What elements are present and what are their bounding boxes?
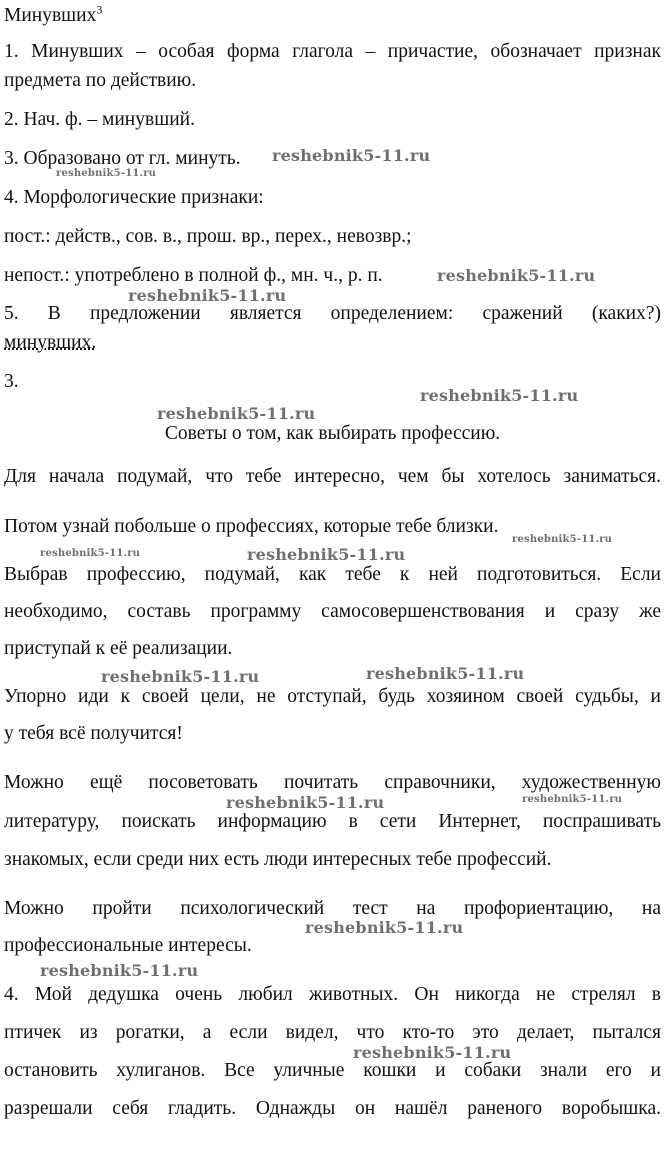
text-line: Можно ещё посоветовать почитать справочники, художественную xyxy=(4,772,661,793)
text-line: остановить хулиганов. Все уличные кошки и собаки знали его и xyxy=(4,1060,661,1081)
text-line: Для начала подумай, что тебе интересно, чем бы хотелось заниматься. xyxy=(4,466,661,487)
text-line: птичек из рогатки, а если видел, что кто-то это делает, пытался xyxy=(4,1022,661,1043)
watermark: reshebnik5-11.ru xyxy=(272,146,431,165)
watermark: reshebnik5-11.ru xyxy=(305,918,464,937)
text-line: необходимо, составь программу самосовершенствования и сразу же xyxy=(4,601,661,622)
watermark: reshebnik5-11.ru xyxy=(522,794,623,805)
heading xyxy=(4,4,661,28)
watermark: reshebnik5-11.ru xyxy=(437,266,596,285)
text-line: 4. Морфологические признаки: xyxy=(4,187,264,208)
watermark: reshebnik5-11.ru xyxy=(366,664,525,683)
section-number: 3. xyxy=(4,371,19,392)
text-line xyxy=(4,331,661,355)
text-line: предмета по действию. xyxy=(4,70,197,91)
watermark: reshebnik5-11.ru xyxy=(512,534,613,545)
watermark: reshebnik5-11.ru xyxy=(40,961,199,980)
text-line: 5. В предложении является определением: сражений (каких?) xyxy=(4,303,661,324)
footnote-mark: 3 xyxy=(96,2,103,17)
text-line: 3. Образовано от гл. минуть. xyxy=(4,148,241,169)
heading-word: Минувших xyxy=(4,5,97,26)
text-line: приступай к её реализации. xyxy=(4,638,233,659)
text-line: непост.: употреблено в полной ф., мн. ч., р. п. xyxy=(4,265,383,286)
watermark: reshebnik5-11.ru xyxy=(420,386,579,405)
text-line: Можно пройти психологический тест на профориентацию, на xyxy=(4,898,661,919)
watermark: reshebnik5-11.ru xyxy=(157,404,316,423)
text-line: Потом узнай побольше о профессиях, которые тебе близки. xyxy=(4,516,499,537)
underlined-word: минувших. xyxy=(4,332,97,353)
text-line: литературу, поискать информацию в сети Интернет, поспрашивать xyxy=(4,811,661,832)
section-title: Советы о том, как выбирать профессию. xyxy=(164,423,501,444)
watermark: reshebnik5-11.ru xyxy=(56,168,157,179)
text-line: 2. Нач. ф. – минувший. xyxy=(4,109,195,130)
watermark: reshebnik5-11.ru xyxy=(226,793,385,812)
text-line: 1. Минувших – особая форма глагола – причастие, обозначает признак xyxy=(4,41,661,62)
text-line: Упорно иди к своей цели, не отступай, будь хозяином своей судьбы, и xyxy=(4,686,661,707)
watermark: reshebnik5-11.ru xyxy=(247,545,406,564)
text-line: 4. Мой дедушка очень любил животных. Он никогда не стрелял в xyxy=(4,984,661,1005)
watermark: reshebnik5-11.ru xyxy=(40,548,141,559)
watermark: reshebnik5-11.ru xyxy=(128,286,287,305)
text-line: разрешали себя гладить. Однажды он нашёл раненого воробышка. xyxy=(4,1098,661,1119)
text-line: знакомых, если среди них есть люди интересных тебе профессий. xyxy=(4,849,552,870)
watermark: reshebnik5-11.ru xyxy=(101,667,260,686)
text-line: у тебя всё получится! xyxy=(4,723,183,744)
watermark: reshebnik5-11.ru xyxy=(353,1043,512,1062)
text-line: пост.: действ., сов. в., прош. вр., перех., невозвр.; xyxy=(4,226,412,247)
text-line: профессиональные интересы. xyxy=(4,935,252,956)
text-line: Выбрав профессию, подумай, как тебе к ней подготовиться. Если xyxy=(4,564,661,585)
